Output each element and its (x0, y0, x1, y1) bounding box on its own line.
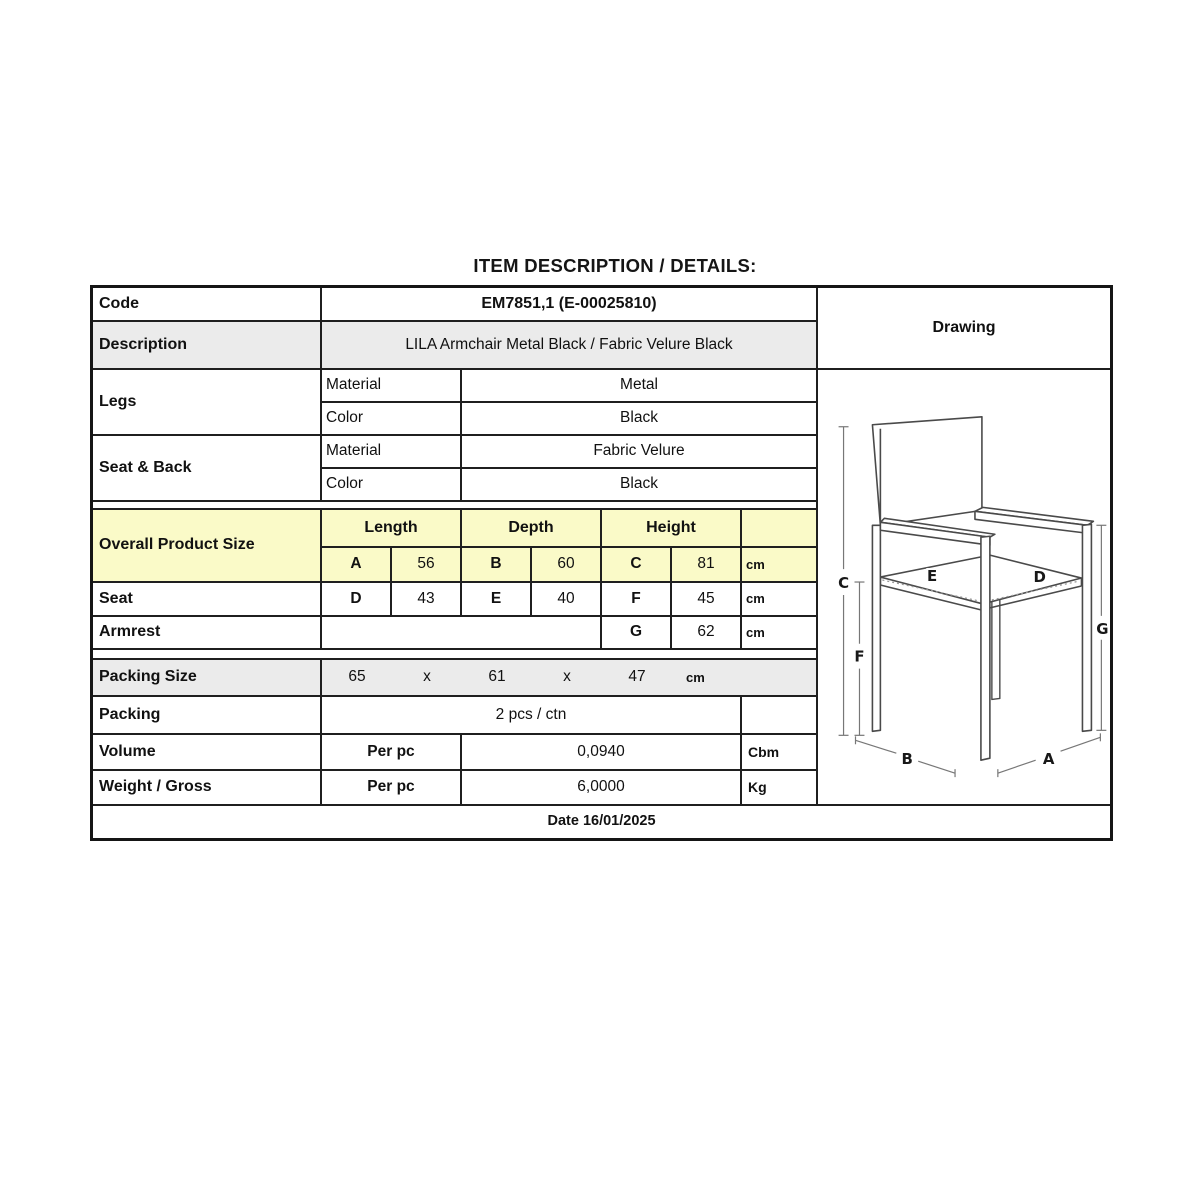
drawing-header: Drawing (818, 288, 1110, 370)
date-row: Date 16/01/2025 (93, 806, 1110, 838)
dim-label-f: F (854, 647, 865, 666)
legs-color-value: Black (462, 403, 818, 436)
dim-label-b: B (901, 750, 913, 769)
armrest-value-g: 62 (672, 617, 742, 650)
seat-back-material-label: Material (322, 436, 462, 469)
weight-label: Weight / Gross (93, 771, 322, 806)
dim-label-a: A (1042, 750, 1055, 769)
seat-value-d: 43 (392, 583, 462, 617)
seat-back-color-label: Color (322, 469, 462, 502)
size-header-length: Length (322, 510, 462, 548)
legs-material-value: Metal (462, 370, 818, 403)
armrest-key-g: G (602, 617, 672, 650)
armrest-unit: cm (742, 617, 818, 650)
packing-size-values (322, 660, 818, 697)
section-separator (93, 502, 818, 510)
packing-size-unit: cm (686, 669, 705, 685)
seat-label: Seat (93, 583, 322, 617)
overall-key-a: A (322, 548, 392, 583)
description-value: LILA Armchair Metal Black / Fabric Velure Black (322, 322, 818, 370)
legs-label: Legs (93, 370, 322, 436)
seat-key-f: F (602, 583, 672, 617)
chair-front-leg (981, 536, 990, 760)
volume-label: Volume (93, 735, 322, 771)
overall-size-label: Overall Product Size (93, 510, 322, 583)
seat-back-label: Seat & Back (93, 436, 322, 502)
weight-unit: Kg (742, 771, 818, 806)
size-header-height: Height (602, 510, 742, 548)
overall-value-a: 56 (392, 548, 462, 583)
drawing-cell (818, 370, 1110, 806)
code-value: EM7851,1 (E-00025810) (322, 288, 818, 322)
seat-value-f: 45 (672, 583, 742, 617)
volume-unit: Cbm (742, 735, 818, 771)
chair-drawing (818, 370, 1110, 804)
section-separator (93, 650, 818, 660)
packing-size-x2: x (563, 668, 571, 686)
packing-size-label: Packing Size (93, 660, 322, 697)
description-label: Description (93, 322, 322, 370)
overall-value-c: 81 (672, 548, 742, 583)
overall-key-b: B (462, 548, 532, 583)
dim-label-c: C (838, 573, 850, 592)
seat-back-material-value: Fabric Velure (462, 436, 818, 469)
packing-value: 2 pcs / ctn (322, 697, 742, 735)
armrest-label: Armrest (93, 617, 322, 650)
overall-key-c: C (602, 548, 672, 583)
chair-back-panel (872, 417, 981, 526)
packing-size-x1: x (423, 668, 431, 686)
chair-right-leg (1082, 524, 1091, 731)
code-label: Code (93, 288, 322, 322)
volume-value: 0,0940 (462, 735, 742, 771)
size-header-depth: Depth (462, 510, 602, 548)
packing-unit-empty (742, 697, 818, 735)
page-title: ITEM DESCRIPTION / DETAILS: (473, 255, 757, 276)
seat-value-e: 40 (532, 583, 602, 617)
weight-value: 6,0000 (462, 771, 742, 806)
spec-table (90, 285, 1113, 841)
volume-per-pc: Per pc (322, 735, 462, 771)
armrest-empty (322, 617, 602, 650)
packing-size-length: 65 (348, 668, 366, 686)
legs-material-label: Material (322, 370, 462, 403)
dim-label-g: G (1096, 619, 1109, 638)
legs-color-label: Color (322, 403, 462, 436)
seat-key-d: D (322, 583, 392, 617)
seat-key-e: E (462, 583, 532, 617)
seat-back-color-value: Black (462, 469, 818, 502)
overall-unit: cm (742, 548, 818, 583)
seat-unit: cm (742, 583, 818, 617)
dim-label-d: D (1033, 568, 1046, 587)
weight-per-pc: Per pc (322, 771, 462, 806)
overall-value-b: 60 (532, 548, 602, 583)
packing-label: Packing (93, 697, 322, 735)
size-header-unit-empty (742, 510, 818, 548)
packing-size-height: 47 (628, 668, 646, 686)
dim-label-e: E (927, 567, 938, 586)
packing-size-width: 61 (488, 668, 506, 686)
chair-rear-left-leg (872, 525, 880, 731)
